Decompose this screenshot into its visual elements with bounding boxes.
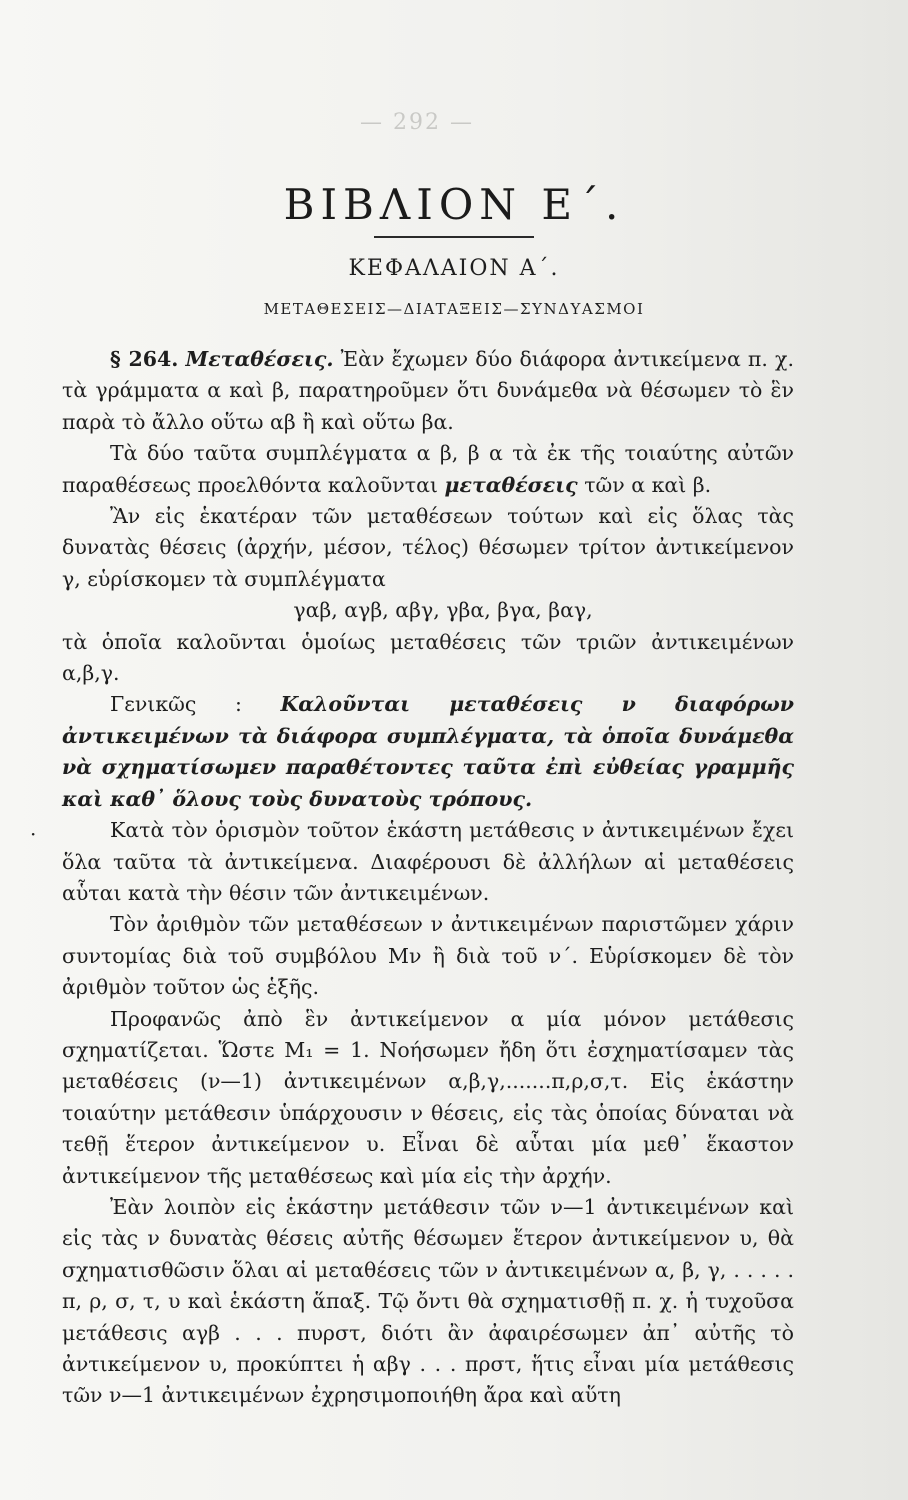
paragraph-7: Τὸν ἀριθμὸν τῶν μεταθέσεων ν ἀντικειμένων παριστῶμεν χάριν συντομίας διὰ τοῦ συμβόλου Mν ἢ διὰ τοῦ ν΄. Εὑρίσκομεν δὲ τὸν ἀριθμὸν τοῦτον ὡς ἑξῆς. — [62, 912, 794, 1000]
chapter-heading: ΚΕΦΑΛΑΙΟΝ Α΄. — [348, 256, 560, 281]
paragraph-2 — [62, 438, 794, 501]
paragraph-6: Κατὰ τὸν ὁρισμὸν τοῦτον ἑκάστη μετάθεσις ν ἀντικειμένων ἔχει ὅλα ταῦτα τὰ ἀντικείμενα. Διαφέρουσι δὲ ἀλλήλων αἱ μεταθέσεις αὗται κατὰ τὴν θέσιν τῶν ἀντικειμένων. — [62, 818, 794, 905]
term-permutations: μεταθέσεις — [444, 472, 578, 497]
paragraph-9: Ἐὰν λοιπὸν εἰς ἑκάστην μετάθεσιν τῶν ν—1 ἀντικειμένων καὶ εἰς τὰς ν δυνατὰς θέσεις αὐτῆς θέσωμεν ἕτερον ἀντικείμενον υ, θὰ σχηματισθῶσιν ὅλαι αἱ μεταθέσεις τῶν ν ἀντικειμένων α, β, γ, . . . . . π, ρ, σ, τ, υ καὶ ἑκάστη ἅπαξ. Τῷ ὄντι θὰ σχηματισθῇ π. χ. ἡ τυχοῦσα μετάθεσις αγβ . . . πυρστ, διότι ἂν ἀφαιρέσωμεν ἀπ᾽ αὐτῆς τὸ ἀντικείμενον υ, προκύπτει ἡ αβγ . . . πρστ, ἥτις εἶναι μία μετάθεσις τῶν ν—1 ἀντικειμένων ἐχρησιμοποιήθη ἄρα καὶ αὕτη — [62, 1194, 794, 1408]
definition-lead: Γενικῶς : — [110, 692, 242, 717]
paragraph-8: Προφανῶς ἀπὸ ἓν ἀντικείμενον α μία μόνον μετάθεσις σχηματίζεται. Ὥστε M₁ = 1. Νοήσωμεν ἤδη ὅτι ἐσχηματίσαμεν τὰς μεταθέσεις (ν—1) ἀντικειμένων α,β,γ,.......π,ρ,σ,τ. Εἰς ἑκάστην τοιαύτην μετάθεσιν ὑπάρχουσιν ν θέσεις, εἰς τὰς ὁποίας δύναται νὰ τεθῇ ἕτερον ἀντικείμενον υ. Εἶναι δὲ αὗται μία μεθ᾽ ἕκαστον ἀντικείμενον τῆς μεταθέσεως καὶ μία εἰς τὴν ἀρχήν. — [62, 1006, 794, 1188]
section-title: Μεταθέσεις. — [185, 347, 334, 371]
paragraph-2-text-a: Τὰ δύο ταῦτα συμπλέγματα α β, β α τὰ ἐκ τῆς τοιαύτης αὐτῶν παραθέσεως προελθόντα καλοῦνται — [62, 441, 794, 497]
definition-paragraph — [62, 689, 794, 815]
body-text — [62, 344, 794, 1412]
title-rule — [374, 236, 534, 238]
book-title: ΒΙΒΛΙΟΝ Ε΄. — [283, 180, 625, 229]
chapter-subtitle: ΜΕΤΑΘΕΣΕΙΣ—ΔΙΑΤΑΞΕΙΣ—ΣΥΝΔΥΑΣΜΟΙ — [263, 300, 645, 318]
paragraph-1 — [62, 344, 794, 438]
section-number: § 264. — [110, 347, 179, 371]
paragraph-1-text: Ἐὰν ἔχωμεν δύο διάφορα ἀντικείμενα π. χ. τὰ γράμματα α καὶ β, παρατηροῦμεν ὅτι δυνάμεθα νὰ θέσωμεν τὸ ἓν παρὰ τὸ ἄλλο οὕτω αβ ἢ καὶ οὕτω βα. — [62, 347, 794, 434]
paragraph-4: τὰ ὁποῖα καλοῦνται ὁμοίως μεταθέσεις τῶν τριῶν ἀντικειμένων α,β,γ. — [62, 629, 794, 686]
definition-text: Καλοῦνται μεταθέσεις ν διαφόρων ἀντικειμένων τὰ διάφορα συμπλέγματα, τὰ ὁποῖα δυνάμεθα νὰ σχηματίσωμεν παραθέτοντες ταῦτα ἐπὶ εὐθείας γραμμῆς καὶ καθ᾽ ὅλους τοὺς δυνατοὺς τρόπους. — [62, 692, 794, 811]
paragraph-3: Ἂν εἰς ἑκατέραν τῶν μεταθέσεων τούτων καὶ εἰς ὅλας τὰς δυνατὰς θέσεις (ἀρχήν, μέσον, τέλος) θέσωμεν τρίτον ἀντικείμενον γ, εὑρίσκομεν τὰ συμπλέγματα — [62, 504, 794, 591]
combinations-line: γαβ, αγβ, αβγ, γβα, βγα, βαγ, — [293, 598, 593, 623]
paragraph-2-text-b: τῶν α καὶ β. — [584, 472, 712, 497]
margin-mark: · — [30, 822, 37, 846]
page-number-bleedthrough: — 292 — — [360, 110, 474, 135]
